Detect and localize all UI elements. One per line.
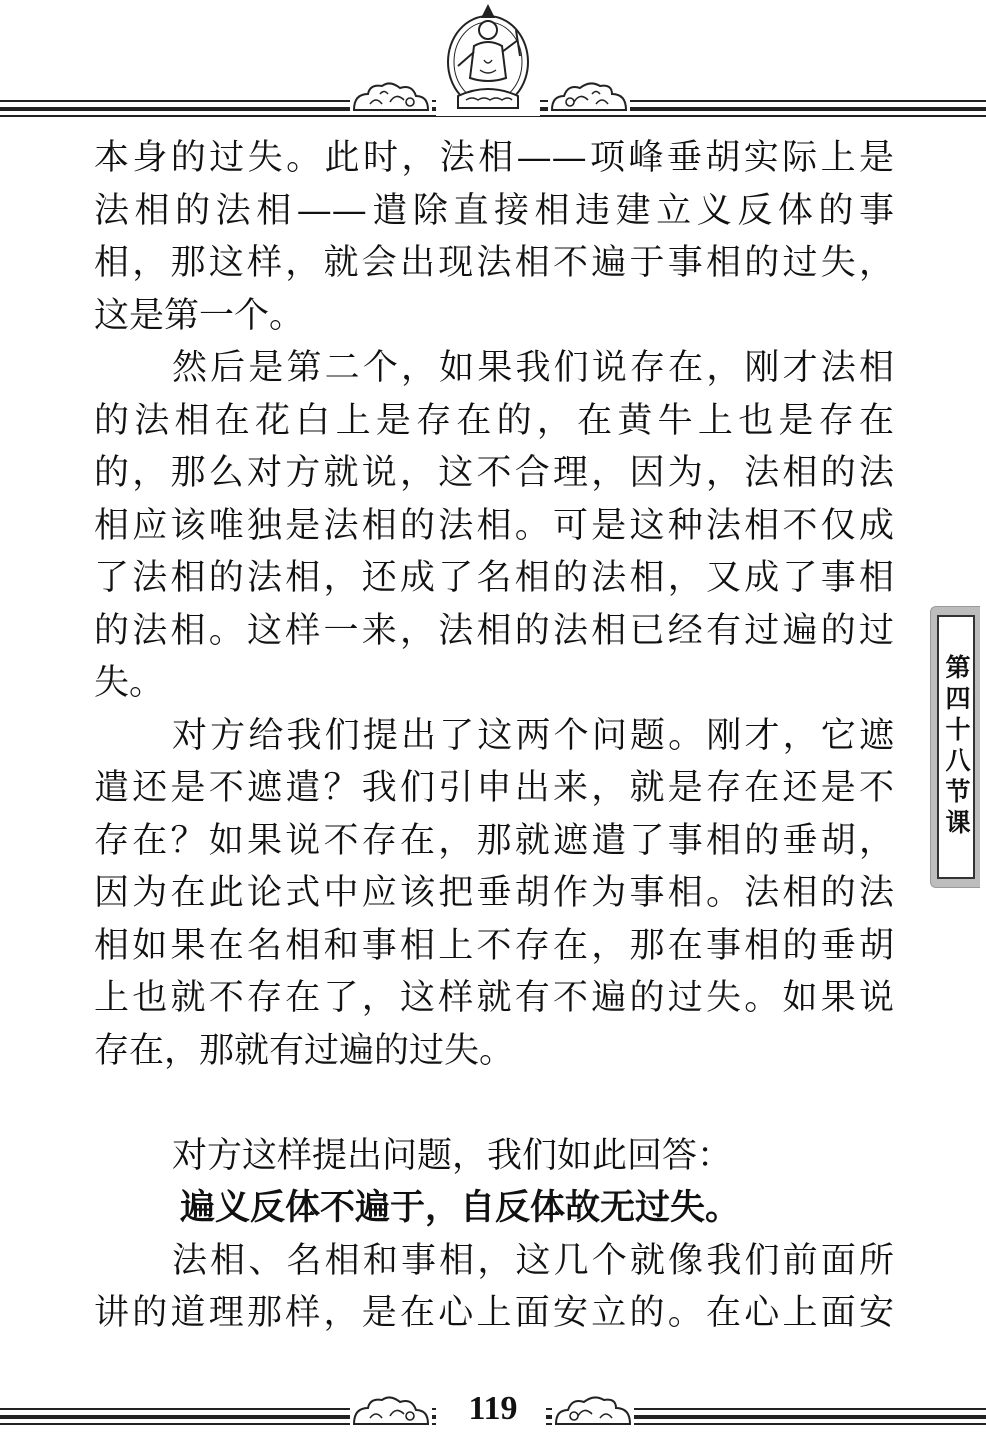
main-text bbox=[94, 132, 894, 1340]
chapter-side-tab bbox=[930, 606, 980, 888]
text-line: 上也就不存在了，这样就有不遍的过失。如果说 bbox=[94, 978, 894, 1018]
text-line: 对方这样提出问题，我们如此回答： bbox=[172, 1135, 733, 1176]
paragraph-gap bbox=[94, 1077, 894, 1130]
text-line: 然后是第二个，如果我们说存在，刚才法相 bbox=[172, 348, 894, 388]
verse-line: 遍义反体不遍于，自反体故无过失。 bbox=[180, 1188, 741, 1228]
text-line: 对方给我们提出了这两个问题。刚才，它遮 bbox=[172, 715, 894, 756]
text-line: 的，那么对方就说，这不合理，因为，法相的法 bbox=[94, 453, 894, 493]
text-line: 相应该唯独是法相的法相。可是这种法相不仅成 bbox=[94, 505, 894, 546]
chapter-label: 第四十八节课 bbox=[942, 654, 971, 840]
text-line: 这是第一个。 bbox=[94, 295, 305, 336]
text-line: 相，那这样，就会出现法相不遍于事相的过失， bbox=[94, 243, 894, 283]
text-line: 法相、名相和事相，这几个就像我们前面所 bbox=[172, 1240, 894, 1281]
chapter-side-tab-frame bbox=[937, 615, 975, 879]
text-line: 相如果在名相和事相上不存在，那在事相的垂胡 bbox=[94, 925, 894, 966]
cloud-ornament-left-icon bbox=[350, 80, 432, 114]
text-line: 了法相的法相，还成了名相的法相，又成了事相 bbox=[94, 558, 894, 598]
text-line: 的法相。这样一来，法相的法相已经有过遍的过 bbox=[94, 610, 894, 651]
deity-figure-icon bbox=[436, 0, 540, 116]
cloud-ornament-right-icon bbox=[552, 1394, 634, 1428]
text-line: 失。 bbox=[94, 663, 165, 703]
cloud-ornament-right-icon bbox=[548, 80, 630, 114]
text-line: 讲的道理那样，是在心上面安立的。在心上面安 bbox=[94, 1293, 894, 1333]
cloud-ornament-left-icon bbox=[350, 1394, 432, 1428]
text-line: 存在？如果说不存在，那就遮遣了事相的垂胡， bbox=[94, 820, 894, 861]
text-line: 法相的法相——遣除直接相违建立义反体的事 bbox=[94, 190, 894, 231]
text-line: 本身的过失。此时，法相——项峰垂胡实际上是 bbox=[94, 138, 894, 178]
page-number: 119 bbox=[468, 1390, 518, 1427]
text-line: 存在，那就有过遍的过失。 bbox=[94, 1030, 515, 1071]
text-line: 遣还是不遮遣？我们引申出来，就是存在还是不 bbox=[94, 768, 894, 808]
text-line: 的法相在花白上是存在的，在黄牛上也是存在 bbox=[94, 400, 894, 441]
text-line: 因为在此论式中应该把垂胡作为事相。法相的法 bbox=[94, 873, 894, 913]
